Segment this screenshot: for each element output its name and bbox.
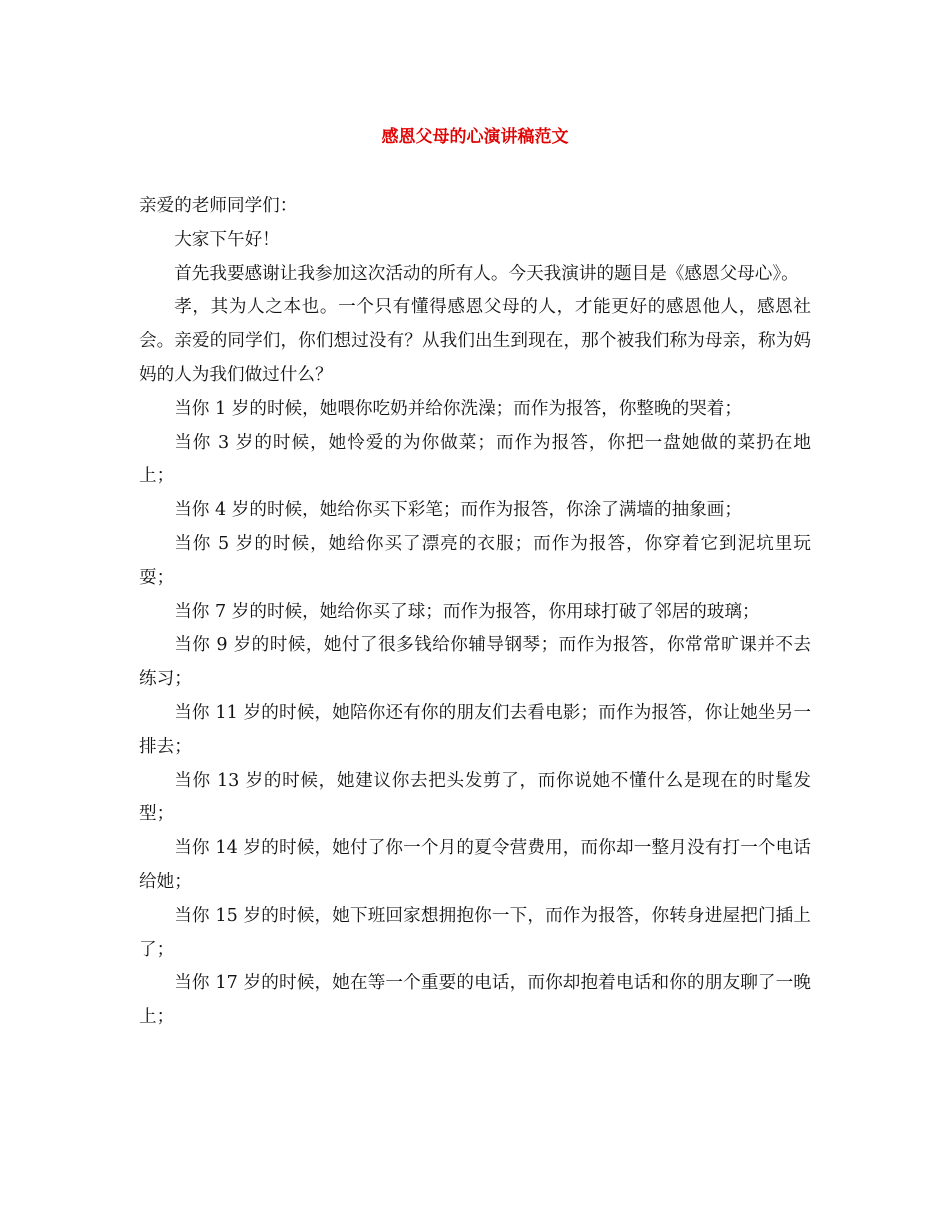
document-body [139,190,811,1035]
paragraph-greeting: 大家下午好！ [174,229,280,250]
paragraph-age-11: 当你 11 岁的时候，她陪你还有你的朋友们去看电影；而作为报答，你让她坐另一排去； [139,702,811,757]
paragraph-age-7: 当你 7 岁的时候，她给你买了球；而作为报答，你用球打破了邻居的玻璃； [174,601,760,622]
paragraph-age-13: 当你 13 岁的时候，她建议你去把头发剪了，而你说她不懂什么是现在的时髦发型； [139,770,811,825]
paragraph-age-9: 当你 9 岁的时候，她付了很多钱给你辅导钢琴；而作为报答，你常常旷课并不去练习； [139,635,811,690]
paragraph-age-17: 当你 17 岁的时候，她在等一个重要的电话，而你却抱着电话和你的朋友聊了一晚上； [139,973,811,1028]
paragraph-age-4: 当你 4 岁的时候，她给你买下彩笔；而作为报答，你涂了满墙的抽象画； [174,500,742,521]
paragraph-age-15: 当你 15 岁的时候，她下班回家想拥抱你一下，而作为报答，你转身进屋把门插上了； [139,905,811,960]
paragraph-age-3: 当你 3 岁的时候，她怜爱的为你做菜；而作为报答，你把一盘她做的菜扔在地上； [139,432,811,487]
paragraph-age-5: 当你 5 岁的时候，她给你买了漂亮的衣服；而作为报答，你穿着它到泥坑里玩耍； [139,533,811,588]
paragraph-age-14: 当你 14 岁的时候，她付了你一个月的夏令营费用，而你却一整月没有打一个电话给她； [139,838,811,892]
document-title: 感恩父母的心演讲稿范文 [381,127,569,147]
salutation: 亲爱的老师同学们： [139,196,298,216]
paragraph-intro: 首先我要感谢让我参加这次活动的所有人。今天我演讲的题目是《感恩父母心》。 [174,263,799,284]
paragraph-age-1: 当你 1 岁的时候，她喂你吃奶并给你洗澡；而作为报答，你整晚的哭着； [174,398,742,419]
paragraph-filial-piety: 孝，其为人之本也。一个只有懂得感恩父母的人，才能更好的感恩他人，感恩社会。亲爱的同学们，你们想过没有？从我们出生到现在，那个被我们称为母亲，称为妈妈的人为我们做过什么？ [139,297,811,385]
